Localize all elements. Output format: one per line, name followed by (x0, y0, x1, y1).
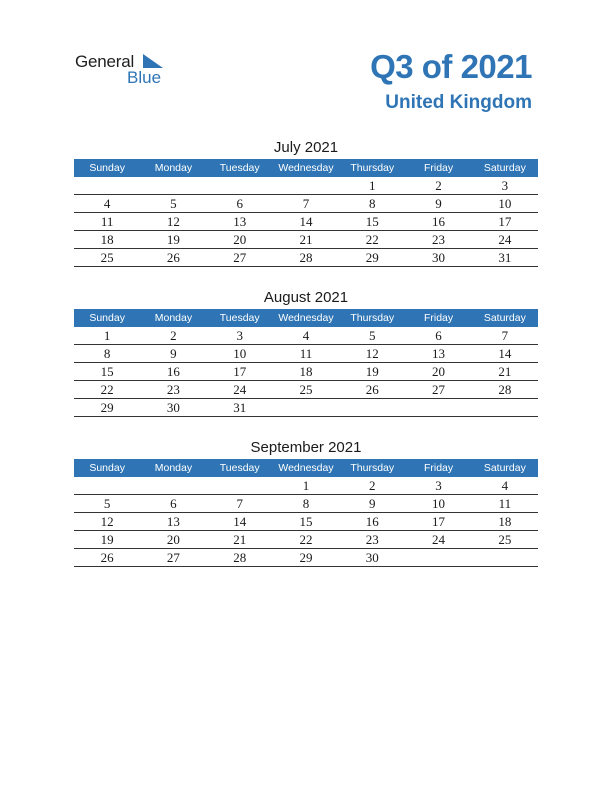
week-row (74, 477, 538, 495)
day-cell: 22 (100, 382, 114, 397)
week-row (74, 327, 538, 345)
day-cell: 28 (299, 250, 313, 265)
day-cell (405, 549, 471, 566)
weekday-header: Monday (154, 462, 193, 474)
month-calendar (74, 437, 538, 567)
weekday-header: Wednesday (278, 462, 334, 474)
day-cell: 24 (498, 232, 512, 247)
day-cell: 8 (103, 346, 111, 361)
weekday-header: Tuesday (219, 312, 260, 324)
week-row (74, 399, 538, 417)
month-calendar (74, 137, 538, 267)
weekday-header: Wednesday (278, 312, 334, 324)
day-cell: 3 (501, 178, 509, 193)
day-cell: 26 (365, 382, 379, 397)
week-row (74, 549, 538, 567)
day-cell: 27 (166, 550, 180, 565)
day-cell: 19 (365, 364, 379, 379)
day-cell: 4 (501, 478, 509, 493)
day-cell: 11 (299, 346, 313, 361)
day-cell: 13 (233, 214, 247, 229)
week-row (74, 249, 538, 267)
day-cell (273, 177, 339, 194)
day-cell (273, 399, 339, 416)
day-cell (405, 399, 471, 416)
weekday-header: Friday (423, 162, 454, 174)
day-cell: 29 (100, 400, 114, 415)
week-row (74, 513, 538, 531)
day-cell (74, 177, 140, 194)
day-cell: 18 (100, 232, 114, 247)
month-title: August 2021 (263, 289, 349, 306)
day-cell: 20 (233, 232, 247, 247)
week-row (74, 495, 538, 513)
day-cell (140, 477, 206, 494)
day-cell: 23 (365, 532, 379, 547)
day-cell: 4 (103, 196, 111, 211)
weekday-header: Saturday (483, 462, 526, 474)
day-cell (74, 477, 140, 494)
day-cell (207, 477, 273, 494)
week-row (74, 345, 538, 363)
week-row (74, 531, 538, 549)
weekday-header: Thursday (350, 162, 395, 174)
day-cell: 10 (233, 346, 247, 361)
month-calendar (74, 287, 538, 417)
week-row (74, 213, 538, 231)
day-cell (140, 177, 206, 194)
weekday-header: Monday (154, 312, 193, 324)
day-cell: 26 (100, 550, 114, 565)
day-cell: 28 (233, 550, 247, 565)
day-cell: 18 (299, 364, 313, 379)
month-title: July 2021 (273, 139, 339, 156)
day-cell: 19 (100, 532, 114, 547)
day-cell: 20 (166, 532, 180, 547)
day-cell: 2 (435, 178, 442, 193)
day-cell: 17 (432, 514, 446, 529)
day-cell: 5 (170, 196, 177, 211)
day-cell: 15 (100, 364, 114, 379)
day-cell: 8 (302, 496, 310, 511)
day-cell: 21 (299, 232, 313, 247)
day-cell: 24 (233, 382, 247, 397)
weekday-header: Thursday (350, 312, 395, 324)
day-cell: 22 (299, 532, 313, 547)
day-cell: 25 (299, 382, 313, 397)
day-cell (339, 399, 405, 416)
day-cell: 31 (233, 400, 247, 415)
day-cell: 6 (170, 496, 177, 511)
day-cell: 22 (365, 232, 379, 247)
day-cell: 24 (432, 532, 446, 547)
day-cell: 2 (170, 328, 177, 343)
day-cell: 5 (369, 328, 376, 343)
day-cell: 2 (369, 478, 376, 493)
day-cell: 12 (166, 214, 180, 229)
week-row (74, 381, 538, 399)
day-cell: 17 (498, 214, 512, 229)
day-cell: 27 (432, 382, 446, 397)
weekday-header: Sunday (89, 462, 125, 474)
weekday-header: Thursday (350, 462, 395, 474)
week-row (74, 363, 538, 381)
day-cell: 20 (432, 364, 446, 379)
day-cell: 26 (166, 250, 180, 265)
weekday-header: Monday (154, 162, 193, 174)
day-cell: 6 (236, 196, 243, 211)
day-cell: 4 (302, 328, 310, 343)
day-cell: 7 (501, 328, 509, 343)
day-cell: 28 (498, 382, 512, 397)
weekday-header: Wednesday (278, 162, 334, 174)
weekday-header: Sunday (89, 162, 125, 174)
day-cell: 8 (369, 196, 376, 211)
day-cell: 9 (435, 196, 442, 211)
day-cell: 15 (365, 214, 379, 229)
day-cell: 21 (233, 532, 247, 547)
logo (75, 52, 175, 88)
day-cell: 3 (236, 328, 243, 343)
day-cell: 19 (166, 232, 180, 247)
day-cell: 12 (100, 514, 114, 529)
weekday-header-row (74, 459, 538, 477)
weekday-header: Tuesday (219, 462, 260, 474)
day-cell: 12 (365, 346, 379, 361)
weekday-header: Friday (423, 462, 454, 474)
day-cell: 7 (302, 196, 310, 211)
month-title: September 2021 (250, 439, 362, 456)
day-cell: 23 (166, 382, 180, 397)
page-title: Q3 of 2021 (370, 48, 532, 85)
day-cell: 30 (432, 250, 446, 265)
day-cell: 11 (498, 496, 512, 511)
week-row (74, 195, 538, 213)
week-row (74, 231, 538, 249)
day-cell: 16 (166, 364, 180, 379)
day-cell: 14 (299, 214, 313, 229)
day-cell (472, 549, 538, 566)
day-cell: 9 (170, 346, 177, 361)
day-cell: 30 (365, 550, 379, 565)
day-cell: 23 (432, 232, 446, 247)
day-cell: 25 (100, 250, 114, 265)
day-cell: 6 (435, 328, 442, 343)
logo-triangle-icon (143, 54, 163, 68)
day-cell: 9 (369, 496, 376, 511)
weekday-header: Tuesday (219, 162, 260, 174)
day-cell: 14 (498, 346, 512, 361)
day-cell: 1 (369, 178, 376, 193)
day-cell: 25 (498, 532, 512, 547)
weekday-header: Sunday (89, 312, 125, 324)
day-cell: 31 (498, 250, 512, 265)
day-cell: 16 (432, 214, 446, 229)
day-cell: 17 (233, 364, 247, 379)
day-cell: 29 (299, 550, 313, 565)
weekday-header: Saturday (483, 312, 526, 324)
logo-blue-text: Blue (127, 68, 162, 87)
logo-general-text: General (75, 52, 135, 71)
day-cell (472, 399, 538, 416)
day-cell (207, 177, 273, 194)
day-cell: 29 (365, 250, 379, 265)
day-cell: 16 (365, 514, 379, 529)
week-row (74, 177, 538, 195)
day-cell: 11 (100, 214, 114, 229)
day-cell: 13 (432, 346, 446, 361)
day-cell: 14 (233, 514, 247, 529)
day-cell: 7 (236, 496, 243, 511)
day-cell: 27 (233, 250, 247, 265)
day-cell: 21 (498, 364, 512, 379)
day-cell: 13 (166, 514, 180, 529)
country-subtitle: United Kingdom (385, 92, 532, 113)
weekday-header: Friday (423, 312, 454, 324)
day-cell: 15 (299, 514, 313, 529)
day-cell: 1 (103, 328, 111, 343)
day-cell: 18 (498, 514, 512, 529)
day-cell: 1 (302, 478, 310, 493)
weekday-header: Saturday (483, 162, 526, 174)
day-cell: 10 (498, 196, 512, 211)
day-cell: 10 (432, 496, 446, 511)
day-cell: 5 (103, 496, 111, 511)
day-cell: 3 (435, 478, 442, 493)
weekday-header-row (74, 159, 538, 177)
weekday-header-row (74, 309, 538, 327)
day-cell: 30 (166, 400, 180, 415)
